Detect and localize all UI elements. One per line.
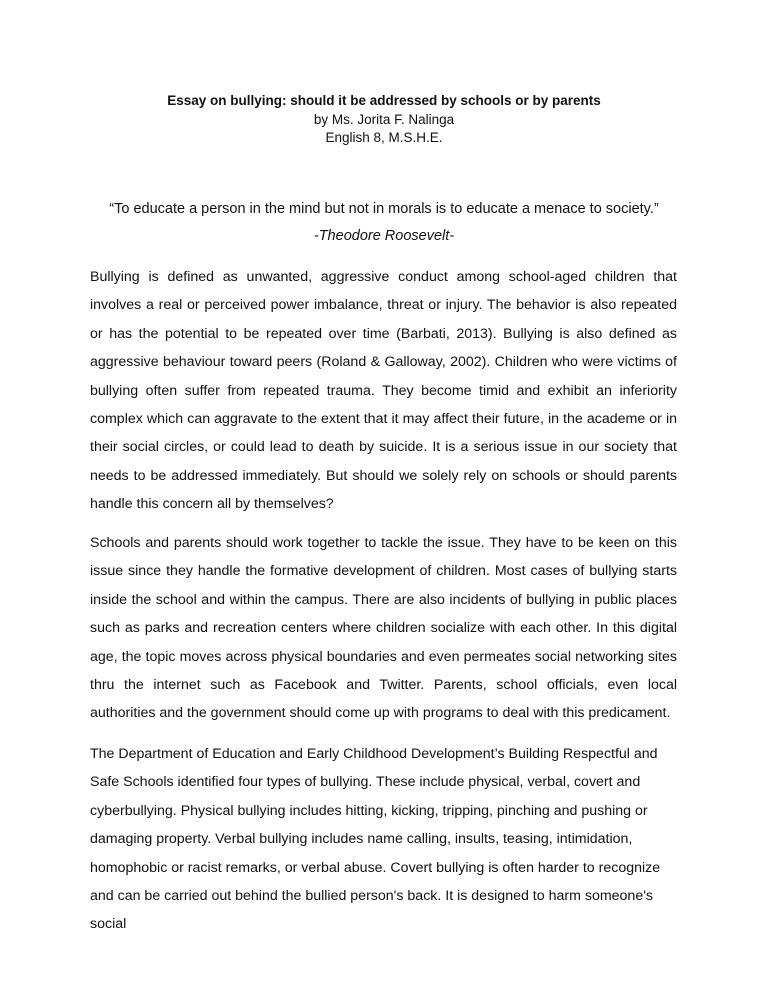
epigraph-quote: “To educate a person in the mind but not in morals is to educate a menace to society.” <box>109 201 659 217</box>
essay-title: Essay on bullying: should it be addressed by schools or by parents <box>167 93 601 108</box>
author-line: by Ms. Jorita F. Nalinga <box>313 111 455 127</box>
course-line: English 8, M.S.H.E. <box>325 130 443 145</box>
title-block <box>0 92 768 148</box>
body-paragraph-2: Schools and parents should work together to tackle the issue. They have to be keen on this issue since they handle the formative development of children. Most cases of bullying starts inside the school and within the campus. There are also incidents of bullying in public places such as parks and recreation centers where children socialize with each other. In this digital age, the topic moves across physical boundaries and even permeates social networking sites thru the internet such as Facebook and Twitter. Parents, school officials, even local authorities and the government should come up with programs to deal with this predicament. <box>90 535 677 722</box>
body-paragraph-1: Bullying is defined as unwanted, aggressive conduct among school-aged children that involves a real or perceived power imbalance, threat or injury. The behavior is also repeated or has the potential to be repeated over time (Barbati, 2013). Bullying is also defined as aggressive behaviour toward peers (Roland & Galloway, 2002). Children who were victims of bullying often suffer from repeated trauma. They become timid and exhibit an inferiority complex which can aggravate to the extent that it may affect their future, in the academe or in their social circles, or could lead to death by suicide. It is a serious issue in our society that needs to be addressed immediately. But should we solely rely on schools or should parents handle this concern all by themselves? <box>90 269 677 513</box>
body-paragraph-3: The Department of Education and Early Childhood Development’s Building Respectful and Safe Schools identified four types of bullying. These include physical, verbal, covert and cyberbullying. Physical bullying includes hitting, kicking, tripping, pinching and pushing or damaging property. Verbal bullying includes name calling, insults, teasing, intimidation, homophobic or racist remarks, or verbal abuse. Covert bullying is often harder to recognize and can be carried out behind the bullied person's back. It is designed to harm someone's social <box>90 746 661 933</box>
epigraph-attribution: -Theodore Roosevelt- <box>313 228 455 244</box>
epigraph <box>0 196 768 250</box>
